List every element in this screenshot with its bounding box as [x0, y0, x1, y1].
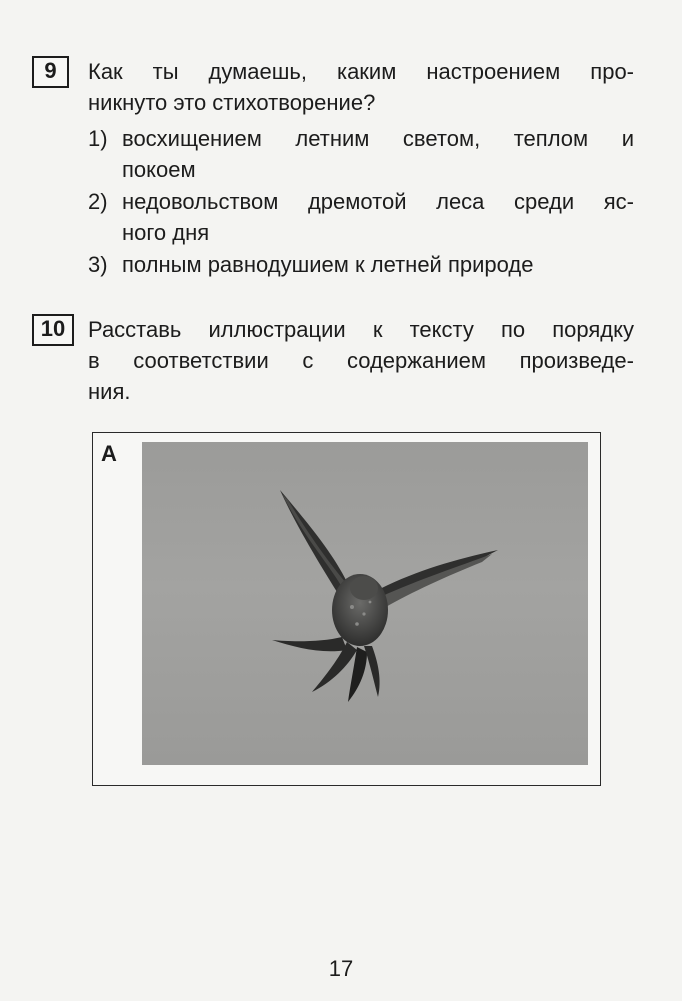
answer-option-3[interactable] [88, 249, 634, 280]
answer-option-3-number: 3) [88, 252, 108, 277]
answer-option-1[interactable] [88, 123, 634, 185]
page-number: 17 [328, 956, 354, 981]
question-10-number: 10 [32, 314, 74, 346]
question-9-line-2: никнуто это стихотворение? [88, 90, 376, 115]
answer-option-1-line-2: покоем [122, 157, 196, 182]
answer-option-1-line-1: восхищением летним светом, теплом и [122, 126, 634, 151]
bird-in-flight-photo [142, 442, 588, 765]
answer-option-1-number: 1) [88, 126, 108, 151]
answer-option-2-line-1: недовольством дремотой леса среди яс- [122, 189, 634, 214]
answer-option-3-line-1: полным равнодушием к летней природе [122, 252, 534, 277]
question-10-line-3: ния. [88, 379, 131, 404]
question-9-text [88, 56, 634, 118]
illustration-a-frame[interactable] [92, 432, 601, 786]
answer-option-2-number: 2) [88, 189, 108, 214]
question-9-line-1: Как ты думаешь, каким настроением про- [88, 59, 634, 84]
question-9-number: 9 [32, 56, 69, 88]
bird-icon [142, 442, 588, 765]
question-10-line-2: в соответствии с содержанием произведе- [88, 348, 634, 373]
illustration-a-label: А [101, 441, 117, 466]
answer-option-2[interactable] [88, 186, 634, 248]
question-10-line-1: Расставь иллюстрации к тексту по порядку [88, 317, 634, 342]
answer-option-2-line-2: ного дня [122, 220, 210, 245]
question-10-text [88, 314, 634, 407]
